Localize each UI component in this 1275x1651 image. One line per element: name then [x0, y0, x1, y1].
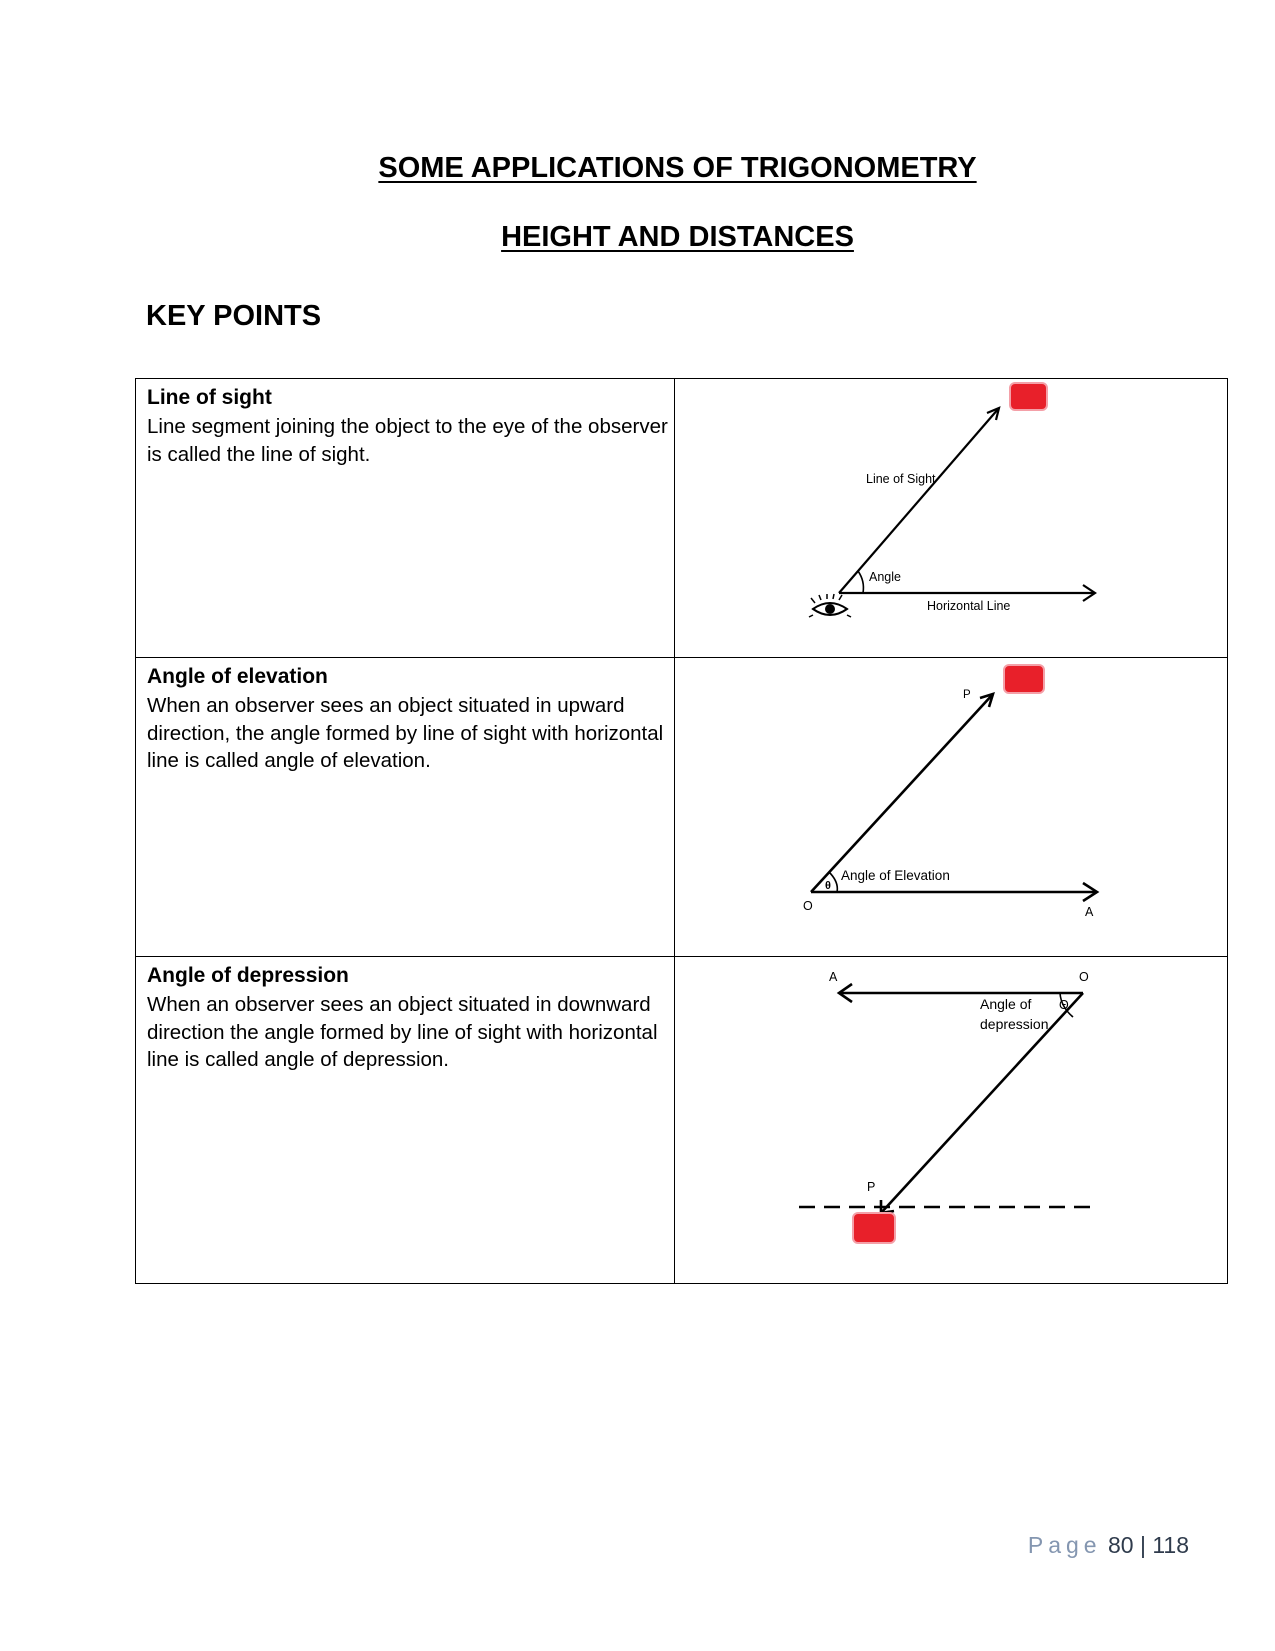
- definition-cell: [136, 957, 675, 1284]
- line-of-sight-line: [839, 408, 999, 593]
- term-description: Line segment joining the object to the eye of the observer is called the line of sight.: [147, 415, 668, 466]
- angle-of-depression-label-line2: depression: [979, 1016, 1049, 1032]
- section-heading: KEY POINTS: [146, 300, 322, 332]
- line-of-sight-figure: [674, 379, 1227, 658]
- point-p-label: P: [962, 689, 971, 701]
- key-points-table: [135, 378, 1228, 1284]
- table-row: [136, 957, 1228, 1284]
- line-of-sight-diagram: [675, 379, 1228, 657]
- object-marker: [1004, 665, 1044, 693]
- page-footer: [1028, 1532, 1189, 1559]
- angle-of-depression-diagram: [675, 957, 1228, 1283]
- point-a-label: A: [1084, 905, 1093, 919]
- angle-of-depression-figure: [674, 957, 1227, 1284]
- angle-arc: [858, 571, 863, 593]
- line-of-sight-line: [811, 694, 993, 892]
- document-subtitle: HEIGHT AND DISTANCES: [501, 221, 854, 253]
- definition-cell: [136, 379, 675, 658]
- table-row: [136, 658, 1228, 957]
- angle-label: Angle: [868, 570, 901, 584]
- eye-icon: [809, 594, 851, 617]
- point-o-label: O: [802, 899, 813, 913]
- page-label: Page: [1027, 1532, 1102, 1558]
- term-heading: Angle of elevation: [147, 665, 328, 688]
- object-marker: [1010, 383, 1047, 410]
- angle-of-elevation-figure: [674, 658, 1227, 957]
- point-o-label: O: [1078, 970, 1089, 984]
- definition-cell: [136, 658, 675, 957]
- point-a-label: A: [828, 970, 837, 984]
- angle-of-elevation-diagram: [675, 658, 1228, 956]
- term-heading: Line of sight: [147, 386, 272, 409]
- line-of-sight-label: Line of Sight: [865, 472, 936, 486]
- object-marker: [853, 1213, 895, 1243]
- term-description: When an observer sees an object situated in upward direction, the angle formed by line of sight with horizontal line is called angle of elevation.: [147, 694, 664, 772]
- page-number: 80 | 118: [1107, 1532, 1189, 1558]
- horizontal-line-label: Horizontal Line: [926, 599, 1010, 613]
- document-title: SOME APPLICATIONS OF TRIGONOMETRY: [378, 152, 977, 184]
- table-row: [136, 379, 1228, 658]
- point-p-label: P: [866, 1180, 875, 1194]
- angle-of-elevation-label: Angle of Elevation: [840, 868, 950, 883]
- angle-symbol: Θ: [1058, 998, 1069, 1012]
- angle-symbol: θ: [824, 880, 831, 892]
- term-heading: Angle of depression: [147, 964, 349, 987]
- term-description: When an observer sees an object situated in downward direction the angle formed by line of sight with horizontal line is called angle of depression.: [147, 993, 658, 1071]
- angle-of-depression-label-line1: Angle of: [979, 996, 1031, 1012]
